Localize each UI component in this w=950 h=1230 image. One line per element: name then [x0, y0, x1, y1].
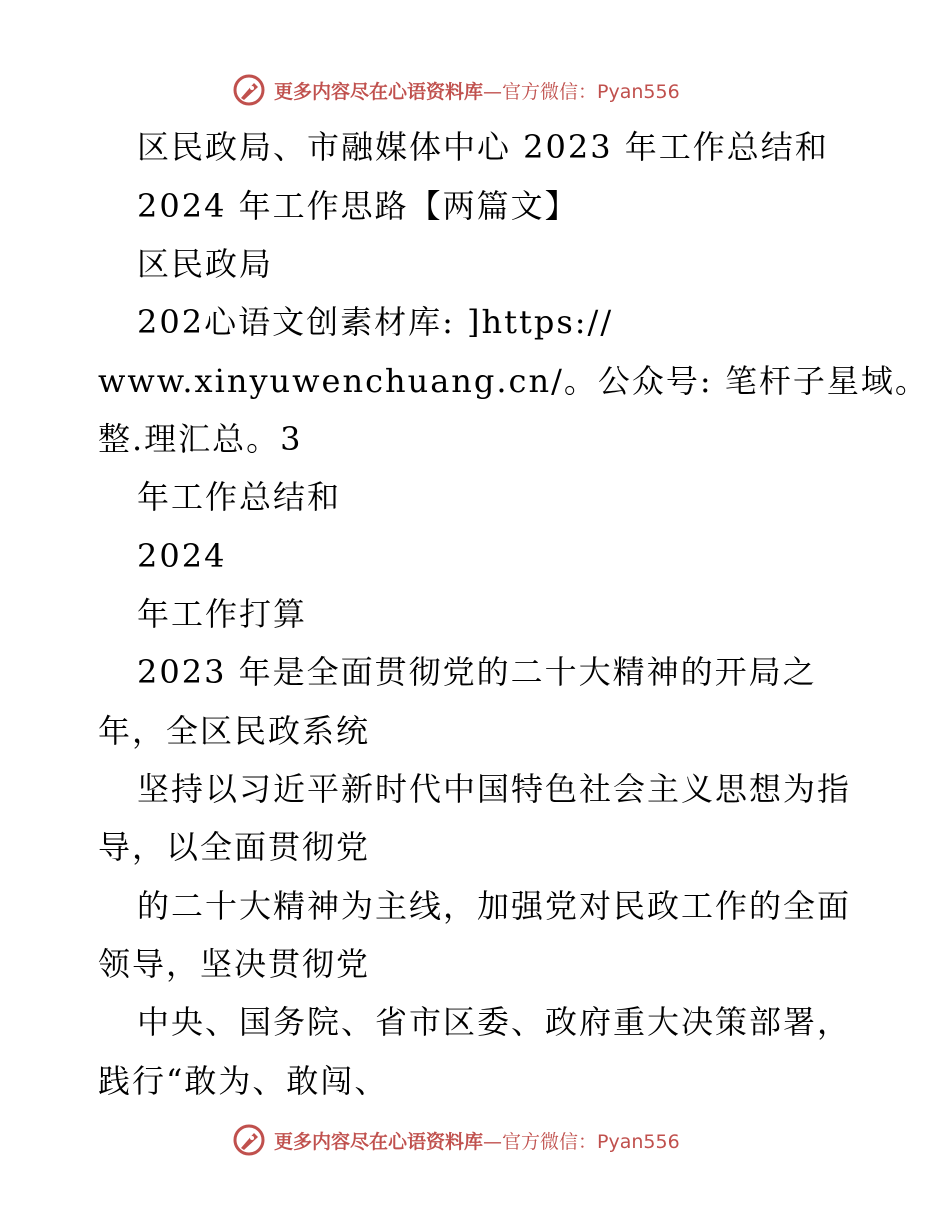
paragraph-line: 领导，坚决贯彻党: [98, 945, 371, 983]
paragraph-line: 践行“敢为、敢闯、: [98, 1062, 389, 1100]
subtitle-line-1: 年工作总结和: [137, 478, 342, 516]
title-line-2: 2024 年工作思路【两篇文】: [137, 187, 579, 225]
source-line-3: 整.理汇总。3: [98, 420, 303, 458]
paragraph-line: 中央、国务院、省市区委、政府重大决策部署，: [137, 1003, 852, 1041]
pen-nib-logo-icon: [232, 1123, 266, 1157]
footer-banner: [232, 1122, 680, 1158]
banner-brand-text: 更多内容尽在心语资料库: [274, 80, 484, 103]
paragraph-line: 年，全区民政系统: [98, 712, 371, 750]
paragraph-line: 坚持以习近平新时代中国特色社会主义思想为指: [137, 770, 852, 808]
paragraph-line: 的二十大精神为主线，加强党对民政工作的全面: [137, 887, 852, 925]
header-banner: [232, 72, 680, 108]
source-line-1: 202心语文创素材库: ]https://: [137, 303, 614, 341]
department-heading: 区民政局: [137, 245, 274, 283]
subtitle-line-2: 2024: [137, 537, 227, 575]
source-line-2: www.xinyuwenchuang.cn/。公众号: 笔杆子星域。: [98, 362, 929, 400]
pen-nib-logo-icon: [232, 73, 266, 107]
paragraph-line: 2023 年是全面贯彻党的二十大精神的开局之: [137, 653, 817, 691]
paragraph-line: 导，以全面贯彻党: [98, 828, 371, 866]
subtitle-line-3: 年工作打算: [137, 595, 308, 633]
banner-brand-text: 更多内容尽在心语资料库: [274, 1130, 484, 1153]
banner-contact-text: —官方微信：Pyan556: [483, 1130, 680, 1153]
title-line-1: 区民政局、市融媒体中心 2023 年工作总结和: [137, 128, 829, 166]
banner-contact-text: —官方微信：Pyan556: [483, 80, 680, 103]
